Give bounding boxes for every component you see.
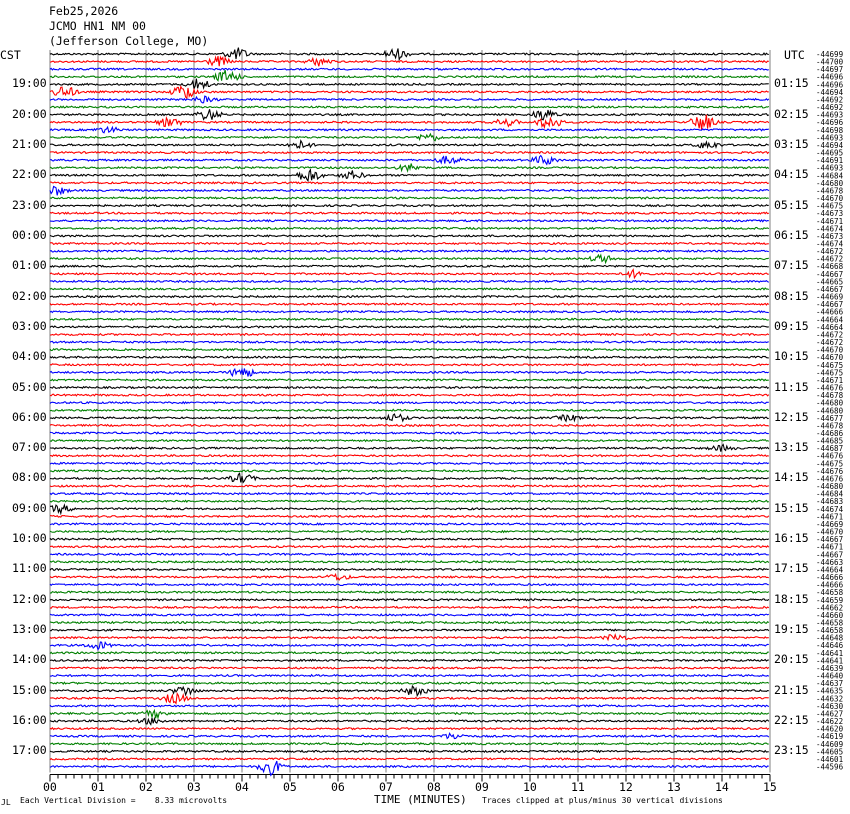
x-tick-label: 13 xyxy=(667,780,681,794)
cst-hour-label: 02:00 xyxy=(12,288,47,303)
seismic-trace xyxy=(50,109,769,119)
seismic-trace xyxy=(50,652,769,654)
trace-offset-label: -44663 xyxy=(816,557,844,567)
seismic-trace xyxy=(50,48,769,60)
utc-hour-label: 04:15 xyxy=(774,167,809,182)
trace-offset-label: -44693 xyxy=(816,163,844,173)
trace-offset-label: -44697 xyxy=(816,65,844,75)
seismic-trace xyxy=(50,710,769,718)
trace-offset-label: -44646 xyxy=(816,641,844,651)
trace-offset-label: -44678 xyxy=(816,391,844,401)
seismic-trace xyxy=(50,425,769,427)
trace-offset-label: -44664 xyxy=(816,322,844,332)
trace-offset-label: -44667 xyxy=(816,284,844,294)
seismic-trace xyxy=(50,235,769,237)
x-tick-label: 04 xyxy=(235,780,249,794)
right-axis-title: UTC xyxy=(784,48,805,62)
seismic-trace xyxy=(50,265,769,267)
trace-offset-label: -44675 xyxy=(816,368,844,378)
utc-hour-label: 20:15 xyxy=(774,652,809,667)
seismic-trace xyxy=(50,56,769,66)
seismic-trace xyxy=(50,485,769,487)
x-tick-label: 06 xyxy=(331,780,345,794)
utc-hour-label: 14:15 xyxy=(774,470,809,485)
cst-hour-label: 05:00 xyxy=(12,379,47,394)
trace-offset-label: -44694 xyxy=(816,87,844,97)
cst-hour-label: 07:00 xyxy=(12,440,47,455)
trace-offset-label: -44666 xyxy=(816,573,844,583)
trace-offset-label: -44668 xyxy=(816,262,844,272)
utc-hour-label: 18:15 xyxy=(774,591,809,606)
seismic-trace xyxy=(50,156,769,165)
seismic-trace xyxy=(50,68,769,70)
seismic-trace xyxy=(50,500,769,502)
seismic-trace xyxy=(50,523,769,525)
trace-offset-label: -44641 xyxy=(816,648,844,658)
trace-offset-label: -44671 xyxy=(816,216,844,226)
seismic-trace xyxy=(50,182,769,184)
trace-offset-label: -44670 xyxy=(816,345,844,355)
trace-offset-label: -44658 xyxy=(816,588,844,598)
seismic-trace xyxy=(50,127,769,133)
utc-hour-label: 09:15 xyxy=(774,318,809,333)
trace-offset-label: -44693 xyxy=(816,133,844,143)
utc-hour-label: 07:15 xyxy=(774,258,809,273)
seismic-trace xyxy=(50,255,769,263)
trace-offset-label: -44684 xyxy=(816,489,844,499)
trace-offset-label: -44674 xyxy=(816,224,844,234)
seismic-trace xyxy=(50,414,769,421)
seismic-trace xyxy=(50,606,769,608)
cst-hour-label: 09:00 xyxy=(12,500,47,515)
trace-offset-label: -44678 xyxy=(816,421,844,431)
trace-offset-label: -44675 xyxy=(816,201,844,211)
trace-offset-label: -44667 xyxy=(816,269,844,279)
utc-hour-label: 21:15 xyxy=(774,682,809,697)
header-location: (Jefferson College, MO) xyxy=(49,34,209,48)
cst-hour-label: 14:00 xyxy=(12,652,47,667)
cst-hour-label: 00:00 xyxy=(12,227,47,242)
cst-hour-label: 04:00 xyxy=(12,349,47,364)
seismic-trace xyxy=(50,591,769,593)
cst-hour-label: 10:00 xyxy=(12,531,47,546)
x-tick-label: 03 xyxy=(187,780,201,794)
trace-offset-label: -44678 xyxy=(816,186,844,196)
utc-hour-label: 16:15 xyxy=(774,531,809,546)
trace-offset-label: -44676 xyxy=(816,383,844,393)
utc-hour-label: 11:15 xyxy=(774,379,809,394)
trace-offset-label: -44609 xyxy=(816,739,844,749)
seismic-trace xyxy=(50,574,769,580)
x-tick-label: 09 xyxy=(475,780,489,794)
trace-offset-label: -44632 xyxy=(816,694,844,704)
trace-offset-label: -44671 xyxy=(816,375,844,385)
utc-hour-label: 13:15 xyxy=(774,440,809,455)
trace-offset-label: -44635 xyxy=(816,686,844,696)
seismic-trace xyxy=(50,281,769,283)
cst-hour-label: 20:00 xyxy=(12,106,47,121)
trace-offset-label: -44671 xyxy=(816,512,844,522)
trace-offset-label: -44620 xyxy=(816,724,844,734)
trace-offset-label: -44699 xyxy=(816,50,844,59)
cst-hour-label: 17:00 xyxy=(12,743,47,758)
cst-hour-label: 06:00 xyxy=(12,409,47,424)
x-tick-label: 01 xyxy=(91,780,105,794)
utc-hour-label: 06:15 xyxy=(774,227,809,242)
seismic-trace xyxy=(50,318,769,320)
seismic-trace xyxy=(50,761,769,775)
seismic-trace xyxy=(50,733,769,738)
trace-offset-label: -44601 xyxy=(816,754,844,764)
trace-offset-label: -44696 xyxy=(816,72,844,82)
seismic-trace xyxy=(50,758,769,760)
trace-offset-label: -44673 xyxy=(816,209,844,219)
trace-offset-label: -44686 xyxy=(816,429,844,438)
utc-hour-label: 19:15 xyxy=(774,622,809,637)
trace-offset-label: -44675 xyxy=(816,360,844,370)
trace-offset-label: -44669 xyxy=(816,292,844,302)
trace-offset-label: -44691 xyxy=(816,156,844,166)
seismic-trace xyxy=(50,599,769,601)
trace-offset-label: -44675 xyxy=(816,459,844,469)
seismic-trace xyxy=(50,515,769,517)
seismic-trace xyxy=(50,750,769,752)
seismic-trace xyxy=(50,205,769,207)
trace-offset-label: -44673 xyxy=(816,231,844,241)
cst-hour-label: 12:00 xyxy=(12,591,47,606)
trace-offset-label: -44692 xyxy=(816,95,844,105)
utc-hour-label: 22:15 xyxy=(774,713,809,728)
seismic-trace xyxy=(50,170,769,181)
seismic-trace xyxy=(50,622,769,624)
trace-offset-label: -44664 xyxy=(816,565,844,575)
seismic-trace xyxy=(50,134,769,141)
cst-hour-label: 01:00 xyxy=(12,258,47,273)
trace-offset-label: -44672 xyxy=(816,330,844,340)
trace-offset-label: -44677 xyxy=(816,413,844,423)
utc-hour-label: 03:15 xyxy=(774,136,809,151)
cst-hour-label: 16:00 xyxy=(12,713,47,728)
seismic-trace xyxy=(50,164,769,171)
seismic-trace xyxy=(50,538,769,540)
trace-offset-label: -44670 xyxy=(816,353,844,363)
seismic-trace xyxy=(50,334,769,336)
cst-hour-label: 11:00 xyxy=(12,561,47,576)
seismic-trace xyxy=(50,87,769,99)
x-tick-label: 12 xyxy=(619,780,633,794)
seismic-trace xyxy=(50,250,769,252)
trace-offset-label: -44660 xyxy=(816,610,844,620)
trace-offset-label: -44696 xyxy=(816,118,844,128)
trace-offset-label: -44698 xyxy=(816,125,844,135)
x-axis-title: TIME (MINUTES) xyxy=(374,793,467,806)
trace-offset-label: -44666 xyxy=(816,307,844,317)
trace-offset-label: -44695 xyxy=(816,148,844,158)
seismic-trace xyxy=(50,152,769,154)
clip-note: Traces clipped at plus/minus 30 vertical divisions xyxy=(482,796,723,805)
utc-hour-label: 17:15 xyxy=(774,561,809,576)
utc-hour-label: 12:15 xyxy=(774,409,809,424)
seismic-trace xyxy=(50,379,769,381)
seismic-trace xyxy=(50,186,769,195)
trace-offset-label: -44670 xyxy=(816,527,844,537)
trace-offset-label: -44670 xyxy=(816,194,844,204)
seismic-trace xyxy=(50,311,769,313)
seismic-trace xyxy=(50,728,769,730)
trace-offset-label: -44630 xyxy=(816,701,844,711)
seismic-trace xyxy=(50,212,769,214)
seismic-trace xyxy=(50,675,769,677)
seismic-trace xyxy=(50,341,769,343)
trace-offset-label: -44676 xyxy=(816,466,844,476)
utc-hour-label: 23:15 xyxy=(774,743,809,758)
seismic-trace xyxy=(50,409,769,411)
trace-offset-label: -44627 xyxy=(816,709,844,719)
seismic-trace xyxy=(50,667,769,669)
seismic-trace xyxy=(50,445,769,452)
trace-offset-label: -44648 xyxy=(816,633,844,643)
left-axis-title: CST xyxy=(0,48,21,62)
trace-offset-label: -44666 xyxy=(816,580,844,590)
trace-offset-label: -44693 xyxy=(816,110,844,120)
utc-hour-label: 01:15 xyxy=(774,76,809,91)
cst-hour-label: 22:00 xyxy=(12,167,47,182)
seismic-trace xyxy=(50,505,769,513)
trace-offset-label: -44676 xyxy=(816,451,844,461)
seismic-trace xyxy=(50,364,769,366)
utc-hour-label: 15:15 xyxy=(774,500,809,515)
x-tick-label: 15 xyxy=(763,780,777,794)
x-tick-label: 10 xyxy=(523,780,537,794)
cst-hour-label: 13:00 xyxy=(12,622,47,637)
scale-note: Each Vertical Division = 8.33 microvolts xyxy=(20,796,228,805)
seismic-trace xyxy=(50,243,769,245)
cst-hour-label: 08:00 xyxy=(12,470,47,485)
trace-offset-label: -44680 xyxy=(816,178,844,188)
seismic-trace xyxy=(50,141,769,148)
seismic-trace xyxy=(50,402,769,404)
trace-offset-label: -44667 xyxy=(816,300,844,310)
cst-hour-label: 19:00 xyxy=(12,76,47,91)
seismic-trace xyxy=(50,270,769,278)
trace-offset-label: -44640 xyxy=(816,671,844,681)
seismic-trace xyxy=(50,387,769,389)
seismic-trace xyxy=(50,197,769,199)
seismic-trace xyxy=(50,584,769,586)
corner-mark: JL xyxy=(1,798,11,807)
seismic-trace xyxy=(50,96,769,103)
trace-offset-label: -44683 xyxy=(816,497,844,507)
x-tick-label: 02 xyxy=(139,780,153,794)
utc-hour-label: 02:15 xyxy=(774,106,809,121)
trace-offset-label: -44674 xyxy=(816,504,844,514)
trace-offset-label: -44641 xyxy=(816,656,844,666)
trace-offset-label: -44694 xyxy=(816,140,844,150)
trace-offset-label: -44667 xyxy=(816,550,844,560)
x-tick-label: 07 xyxy=(379,780,393,794)
seismic-trace xyxy=(50,531,769,533)
seismic-trace xyxy=(50,660,769,662)
seismic-trace xyxy=(50,569,769,571)
cst-hour-label: 23:00 xyxy=(12,197,47,212)
seismic-trace xyxy=(50,349,769,351)
trace-offset-label: -44671 xyxy=(816,542,844,552)
seismic-trace xyxy=(50,686,769,695)
seismic-trace xyxy=(50,79,769,89)
cst-hour-label: 03:00 xyxy=(12,318,47,333)
trace-offset-label: -44596 xyxy=(816,762,844,772)
utc-hour-label: 05:15 xyxy=(774,197,809,212)
seismic-trace xyxy=(50,303,769,305)
x-tick-label: 05 xyxy=(283,780,297,794)
trace-offset-label: -44700 xyxy=(816,57,844,67)
trace-offset-label: -44622 xyxy=(816,717,844,727)
trace-offset-label: -44662 xyxy=(816,603,844,613)
trace-offset-label: -44619 xyxy=(816,732,844,742)
seismic-trace xyxy=(50,546,769,548)
trace-offset-label: -44658 xyxy=(816,626,844,636)
trace-offset-label: -44665 xyxy=(816,277,844,287)
seismic-trace xyxy=(50,220,769,222)
trace-offset-label: -44672 xyxy=(816,247,844,257)
seismic-trace xyxy=(50,462,769,464)
x-tick-label: 08 xyxy=(427,780,441,794)
seismic-trace xyxy=(50,432,769,434)
seismic-trace xyxy=(50,227,769,229)
trace-offset-label: -44658 xyxy=(816,618,844,628)
trace-offset-label: -44674 xyxy=(816,239,844,249)
trace-offset-label: -44669 xyxy=(816,519,844,529)
seismic-trace xyxy=(50,705,769,707)
seismic-trace xyxy=(50,326,769,328)
seismic-trace xyxy=(50,561,769,563)
trace-offset-label: -44659 xyxy=(816,595,844,605)
seismic-trace xyxy=(50,356,769,358)
seismic-trace xyxy=(50,106,769,108)
trace-offset-label: -44680 xyxy=(816,482,844,492)
seismic-trace xyxy=(50,682,769,684)
seismic-trace xyxy=(50,493,769,495)
seismic-trace xyxy=(50,455,769,457)
seismic-trace xyxy=(50,394,769,396)
seismic-trace xyxy=(50,694,769,704)
trace-offset-label: -44680 xyxy=(816,398,844,408)
trace-offset-label: -44672 xyxy=(816,254,844,264)
utc-hour-label: 10:15 xyxy=(774,349,809,364)
trace-offset-label: -44687 xyxy=(816,444,844,454)
trace-offset-label: -44605 xyxy=(816,747,844,757)
seismic-trace xyxy=(50,288,769,290)
seismic-trace xyxy=(50,70,769,80)
x-tick-label: 00 xyxy=(43,780,57,794)
seismic-trace xyxy=(50,440,769,442)
trace-offset-label: -44696 xyxy=(816,80,844,90)
trace-offset-label: -44664 xyxy=(816,315,844,325)
trace-offset-label: -44637 xyxy=(816,679,844,689)
seismic-trace xyxy=(50,470,769,472)
cst-hour-label: 21:00 xyxy=(12,136,47,151)
utc-hour-label: 08:15 xyxy=(774,288,809,303)
seismic-trace xyxy=(50,743,769,745)
x-tick-label: 11 xyxy=(571,780,585,794)
seismic-trace xyxy=(50,614,769,616)
x-tick-label: 14 xyxy=(715,780,729,794)
seismic-trace xyxy=(50,642,769,650)
trace-offset-label: -44685 xyxy=(816,436,844,446)
trace-offset-label: -44672 xyxy=(816,338,844,348)
seismic-trace xyxy=(50,635,769,640)
trace-offset-label: -44692 xyxy=(816,103,844,113)
header-date: Feb25,2026 xyxy=(49,4,119,18)
trace-offset-label: -44667 xyxy=(816,535,844,545)
seismic-trace xyxy=(50,369,769,377)
seismic-trace xyxy=(50,296,769,298)
seismic-trace xyxy=(50,629,769,631)
seismic-trace xyxy=(50,115,769,130)
seismic-trace xyxy=(50,473,769,482)
trace-offset-label: -44680 xyxy=(816,406,844,416)
cst-hour-label: 15:00 xyxy=(12,682,47,697)
seismic-trace xyxy=(50,553,769,555)
trace-offset-label: -44684 xyxy=(816,171,844,181)
trace-offset-label: -44639 xyxy=(816,663,844,673)
header-station: JCMO HN1 NM 00 xyxy=(49,19,146,33)
trace-offset-label: -44676 xyxy=(816,474,844,484)
